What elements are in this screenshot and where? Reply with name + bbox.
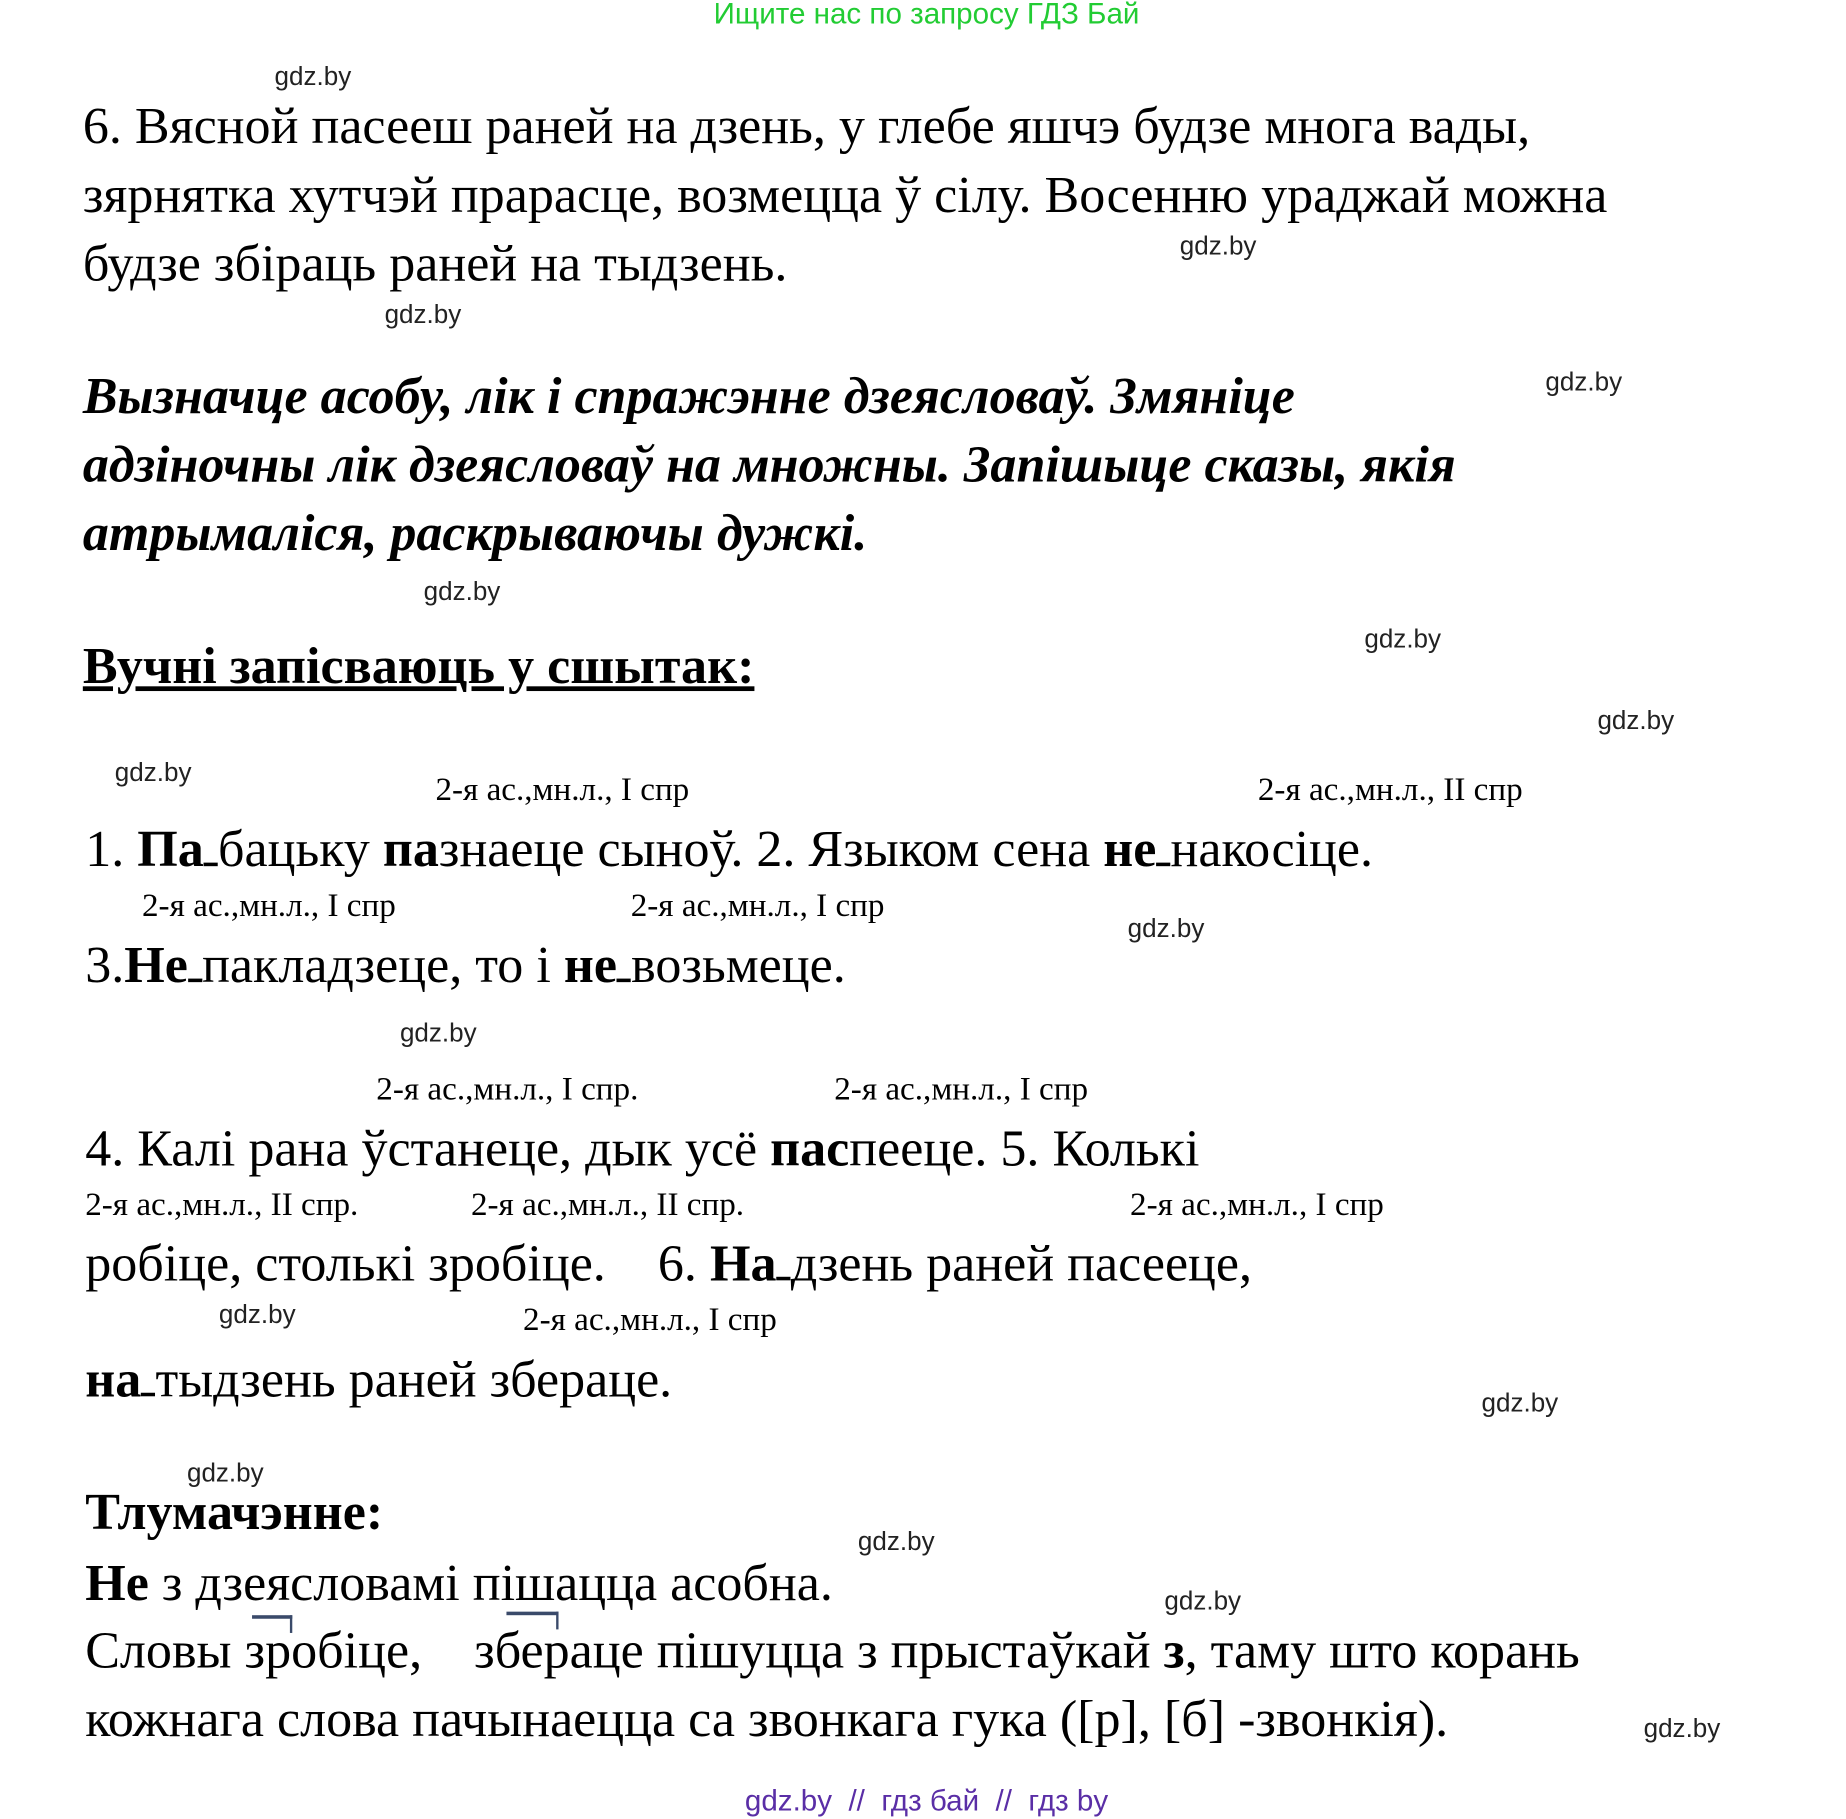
bold-text: не	[1103, 820, 1157, 879]
bold-text: на	[85, 1350, 142, 1409]
watermark: gdz.by	[1643, 1713, 1721, 1744]
sentence-line-6	[85, 1350, 672, 1409]
sentence-line-3	[85, 936, 846, 995]
underscore	[204, 827, 218, 866]
underscore	[1156, 827, 1170, 866]
explanation-title: Тлумачэнне:	[85, 1482, 384, 1541]
text: дзень раней пасееце,	[790, 1234, 1253, 1293]
watermark: gdz.by	[274, 61, 352, 92]
text: знаеце сыноў. 2. Языком сена	[438, 820, 1104, 879]
watermark: gdz.by	[1481, 1388, 1559, 1418]
text: пееце. 5. Колькі	[849, 1119, 1200, 1178]
watermark: gdz.by	[857, 1526, 935, 1557]
para-line-2: зярнятка хутчэй прарасце, возмецца ў сілу. Восенню ураджай можна	[82, 165, 1608, 224]
grammar-note: 2-я ас.,мн.л., II спр.	[470, 1186, 745, 1224]
grammar-note: 2-я ас.,мн.л., I спр	[435, 771, 690, 809]
grammar-note: 2-я ас.,мн.л., I спр.	[376, 1070, 639, 1108]
grammar-note: 2-я ас.,мн.л., I спр	[523, 1301, 777, 1339]
sentence-line-1	[85, 820, 1373, 879]
explanation-line-1	[85, 1554, 833, 1613]
search-hint-header: Ищите нас по запросу ГДЗ Бай	[713, 0, 1140, 31]
bold-text: Па	[137, 820, 204, 879]
bold-text: На	[709, 1234, 777, 1293]
section-title: Вучні запісваюць у сшытак:	[82, 636, 755, 695]
explanation-line-2	[85, 1621, 1580, 1680]
bold-text: пас	[770, 1119, 850, 1178]
task-line-1: Вызначце асобу, лік і спражэнне дзеясловаў. Змяніце	[82, 366, 1295, 425]
sentence-line-5	[85, 1234, 1252, 1293]
watermark: gdz.by	[1364, 623, 1442, 654]
text: бацьку	[218, 820, 383, 879]
watermark: gdz.by	[186, 1457, 264, 1488]
watermark: gdz.by	[1597, 705, 1675, 735]
sentence-line-4	[85, 1119, 1199, 1178]
grammar-note: 2-я ас.,мн.л., I спр	[630, 887, 885, 925]
watermark: gdz.by	[384, 299, 462, 329]
para-line-3: будзе збіраць раней на тыдзень.	[82, 234, 788, 293]
watermark: gdz.by	[399, 1017, 477, 1048]
bold-text: не	[563, 935, 617, 994]
text: 1.	[85, 820, 138, 879]
bold-text: з	[1163, 1621, 1185, 1680]
watermark: gdz.by	[1164, 1585, 1242, 1616]
grammar-note: 2-я ас.,мн.л., I спр	[1130, 1186, 1384, 1224]
task-line-2: адзіночны лік дзеясловаў на множны. Запішыце сказы, якія	[82, 435, 1456, 494]
bold-text: Не	[124, 935, 188, 994]
text: 3.	[85, 935, 125, 994]
text: возьмеце.	[631, 935, 846, 994]
grammar-note: 2-я ас.,мн.л., II спр	[1257, 771, 1523, 809]
underscore	[188, 943, 202, 982]
grammar-note: 2-я ас.,мн.л., II спр.	[85, 1186, 359, 1224]
watermark: gdz.by	[1545, 366, 1623, 397]
footer-links: gdz.by // гдз бай // гдз by	[744, 1784, 1109, 1818]
grammar-note: 2-я ас.,мн.л., I спр	[834, 1070, 1089, 1108]
text: 4. Калі рана ўстанеце, дык усё	[85, 1119, 771, 1178]
bold-text: па	[382, 820, 439, 879]
text: накосіце.	[1170, 820, 1374, 879]
para-line-1: 6. Вясной пасееш раней на дзень, у глебе яшчэ будзе многа вады,	[82, 97, 1531, 156]
underscore	[777, 1241, 791, 1280]
watermark: gdz.by	[423, 576, 501, 606]
text: пакладзеце, то і	[202, 935, 564, 994]
text: робіце, столькі зробіце. 6.	[85, 1234, 710, 1293]
watermark: gdz.by	[1179, 230, 1257, 261]
underscore	[141, 1357, 155, 1396]
explanation-line-3: кожнага слова пачынаецца са звонкага гука ([р], [б] -звонкія).	[85, 1689, 1449, 1748]
watermark: gdz.by	[1127, 913, 1205, 944]
text: Словы зробіце, збераце пішуцца з прыстаўкай	[85, 1621, 1164, 1680]
underscore	[617, 943, 631, 982]
bold-text: Не	[85, 1553, 149, 1612]
text: , таму што корань	[1184, 1621, 1580, 1680]
text: з дзеясловамі пішацца асобна.	[148, 1553, 833, 1612]
grammar-note: 2-я ас.,мн.л., I спр	[141, 887, 396, 925]
task-line-3: атрымаліся, раскрываючы дужкі.	[82, 504, 868, 563]
text: тыдзень раней збераце.	[155, 1350, 673, 1409]
watermark: gdz.by	[114, 757, 192, 787]
watermark: gdz.by	[218, 1299, 296, 1329]
